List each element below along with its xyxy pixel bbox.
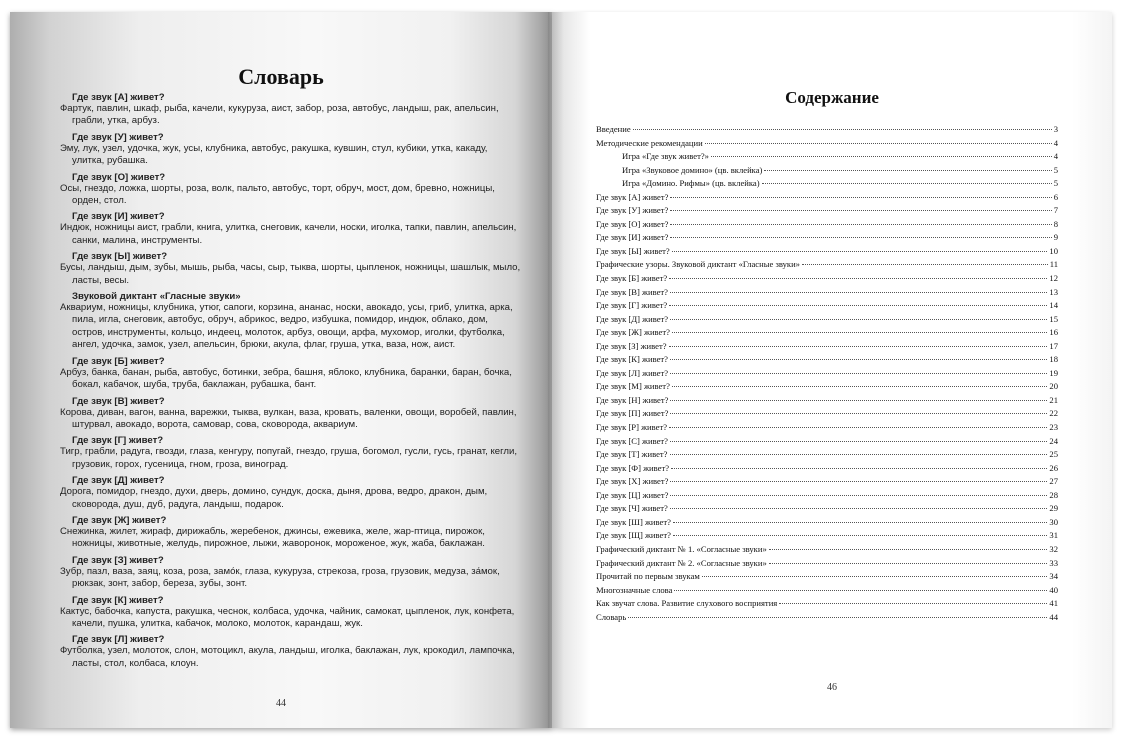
toc-page-number: 5 (1053, 164, 1058, 175)
toc-label: Где звук [Ш] живет? (596, 516, 671, 527)
dictionary-section (60, 555, 522, 591)
toc-page-number: 24 (1049, 435, 1058, 446)
toc-label: Графический диктант № 2. «Согласные звуки» (596, 557, 767, 568)
dictionary-section (60, 251, 522, 287)
toc-page-number: 14 (1049, 300, 1058, 311)
toc-label: Графические узоры. Звуковой диктант «Гласные звуки» (596, 259, 800, 270)
toc-leader-dots (670, 359, 1047, 360)
toc-row (596, 558, 1058, 572)
toc-page-number: 7 (1053, 205, 1058, 216)
toc-leader-dots (633, 129, 1052, 130)
section-heading: Где звук [Ж] живет? (72, 514, 167, 526)
section-words: Эму, лук, узел, удочка, жук, усы, клубника, автобус, ракушка, кувшин, стул, кубики, утка, какаду, улитка, рубашка. (60, 142, 488, 167)
toc-leader-dots (671, 468, 1047, 469)
dictionary-list (60, 92, 522, 674)
toc-row (596, 151, 1058, 165)
toc-row (596, 314, 1058, 328)
toc-page-number: 15 (1049, 313, 1058, 324)
toc-page-number: 4 (1053, 151, 1058, 162)
toc-page-number: 30 (1049, 516, 1058, 527)
toc-label: Игра «Домино. Рифмы» (цв. вклейка) (622, 178, 760, 189)
dictionary-section (60, 172, 522, 208)
toc-page-number: 31 (1049, 530, 1058, 541)
section-words: Кактус, бабочка, капуста, ракушка, чеснок, колбаса, удочка, чайник, самокат, цыпленок, лук, конфета, качели, пушка, улитка, кабачок, молоко, молоток, карандаш, жук. (60, 605, 515, 629)
toc-page-number: 40 (1049, 584, 1058, 595)
toc-row (596, 232, 1058, 246)
toc-leader-dots (702, 576, 1048, 577)
dictionary-section (60, 435, 522, 471)
toc-row (596, 585, 1058, 599)
toc-label: Где звук [Б] живет? (596, 273, 668, 284)
page-number: 46 (827, 682, 837, 693)
section-words: Бусы, ландыш, дым, зубы, мышь, рыба, часы, сыр, тыква, шорты, цыпленок, ножницы, шашлык, мыло, ласты, весы. (60, 262, 521, 286)
toc-row (596, 165, 1058, 179)
toc-label: Где звук [Р] живет? (596, 422, 668, 433)
toc-page-number: 26 (1049, 462, 1058, 473)
toc-page-number: 28 (1049, 489, 1058, 500)
dictionary-section (60, 211, 522, 247)
toc-row (596, 192, 1058, 206)
toc-leader-dots (673, 522, 1048, 523)
section-words: Осы, гнездо, ложка, шорты, роза, волк, пальто, автобус, торт, обруч, мост, дом, бревно, ножницы, орден, стол. (60, 182, 495, 207)
toc-page-number: 6 (1053, 191, 1058, 202)
toc-row (596, 138, 1058, 152)
section-heading: Где звук [И] живет? (72, 211, 165, 223)
toc-leader-dots (672, 332, 1047, 333)
toc-label: Где звук [Ж] живет? (596, 327, 670, 338)
toc-row (596, 449, 1058, 463)
contents-title: Содержание (785, 88, 879, 107)
toc-label: Где звук [Ц] живет? (596, 489, 669, 500)
section-words: Зубр, пазл, ваза, заяц, коза, роза, замо́к, глаза, кукуруза, стрекоза, гроза, грузовик, медуза, за́мок, рюкзак, зонт, забор, береза, зубы, зонт. (60, 565, 500, 590)
toc-page-number: 12 (1049, 273, 1058, 284)
toc-leader-dots (762, 183, 1052, 184)
toc-label: Многозначные слова (596, 584, 673, 595)
dictionary-section (60, 475, 522, 511)
toc-leader-dots (670, 197, 1051, 198)
toc-row (596, 178, 1058, 192)
toc-page-number: 20 (1049, 381, 1058, 392)
toc-row (596, 259, 1058, 273)
section-words: Фартук, павлин, шкаф, рыба, качели, кукуруза, аист, забор, роза, автобус, ландыш, рак, апельсин, грабли, утка, арбуз. (60, 103, 499, 127)
toc-leader-dots (669, 278, 1047, 279)
section-heading: Где звук [У] живет? (72, 131, 164, 143)
toc-label: Где звук [П] живет? (596, 408, 669, 419)
toc-row (596, 354, 1058, 368)
toc-page-number: 19 (1049, 367, 1058, 378)
toc-leader-dots (670, 224, 1051, 225)
dictionary-section (60, 92, 522, 128)
toc-label: Где звук [У] живет? (596, 205, 669, 216)
toc-page-number: 9 (1053, 232, 1058, 243)
toc-label: Где звук [З] живет? (596, 340, 667, 351)
toc-leader-dots (802, 264, 1048, 265)
section-heading: Где звук [А] живет? (72, 92, 165, 103)
toc-leader-dots (670, 292, 1047, 293)
toc-label: Где звук [Л] живет? (596, 367, 669, 378)
toc-row (596, 612, 1058, 626)
toc-row (596, 476, 1058, 490)
toc-label: Игра «Где звук живет?» (622, 151, 709, 162)
toc-row (596, 436, 1058, 450)
toc-page-number: 11 (1049, 259, 1058, 270)
toc-row (596, 205, 1058, 219)
toc-label: Где звук [Ы] живет? (596, 245, 670, 256)
toc-leader-dots (779, 603, 1047, 604)
section-heading: Где звук [В] живет? (72, 395, 165, 407)
dictionary-section (60, 515, 522, 551)
toc-row (596, 368, 1058, 382)
toc-leader-dots (672, 386, 1048, 387)
toc-label: Где звук [Г] живет? (596, 300, 668, 311)
toc-page-number: 16 (1049, 327, 1058, 338)
toc-label: Где звук [В] живет? (596, 286, 668, 297)
dictionary-section (60, 634, 522, 670)
toc-page-number: 21 (1049, 394, 1058, 405)
toc-label: Где звук [Д] живет? (596, 313, 669, 324)
toc-row (596, 490, 1058, 504)
left-page (10, 12, 552, 728)
toc-row (596, 571, 1058, 585)
section-words: Футболка, узел, молоток, слон, мотоцикл, акула, ландыш, иголка, баклажан, лук, крокодил, лампочка, ласты, стол, колбаса, клоун. (60, 645, 515, 669)
section-words: Корова, диван, вагон, ванна, варежки, тыква, вулкан, ваза, кровать, валенки, овощи, воробей, павлин, штурвал, авокадо, ворота, самовар, сова, сковорода, аквариум. (60, 406, 517, 430)
section-heading: Где звук [З] живет? (72, 554, 164, 566)
toc-leader-dots (711, 156, 1052, 157)
toc-label: Где звук [М] живет? (596, 381, 670, 392)
toc-page-number: 25 (1049, 449, 1058, 460)
toc-leader-dots (628, 617, 1047, 618)
section-heading: Где звук [Д] живет? (72, 475, 165, 487)
toc-leader-dots (673, 535, 1048, 536)
toc-page-number: 13 (1049, 286, 1058, 297)
dictionary-section (60, 132, 522, 168)
toc-page-number: 32 (1049, 543, 1058, 554)
toc-leader-dots (674, 590, 1047, 591)
toc-page-number: 29 (1049, 503, 1058, 514)
toc-row (596, 395, 1058, 409)
toc-leader-dots (670, 210, 1051, 211)
toc-page-number: 4 (1053, 137, 1058, 148)
toc-page-number: 34 (1049, 571, 1058, 582)
toc-label: Где звук [Ч] живет? (596, 503, 668, 514)
toc-label: Игра «Звуковое домино» (цв. вклейка) (622, 164, 763, 175)
toc-label: Где звук [Н] живет? (596, 394, 669, 405)
toc-row (596, 544, 1058, 558)
toc-page-number: 27 (1049, 476, 1058, 487)
toc-row (596, 530, 1058, 544)
toc-leader-dots (670, 319, 1047, 320)
toc-leader-dots (670, 454, 1048, 455)
toc-page-number: 33 (1049, 557, 1058, 568)
toc-leader-dots (669, 305, 1047, 306)
toc-page-number: 5 (1053, 178, 1058, 189)
section-heading: Где звук [Г] живет? (72, 435, 164, 447)
toc-leader-dots (670, 508, 1048, 509)
toc-label: Графический диктант № 1. «Согласные звуки» (596, 543, 767, 554)
toc-label: Методические рекомендации (596, 137, 703, 148)
toc-leader-dots (705, 143, 1052, 144)
toc-label: Введение (596, 124, 631, 134)
toc-label: Где звук [С] живет? (596, 435, 668, 446)
section-heading: Где звук [Ы] живет? (72, 251, 168, 263)
dictionary-section (60, 595, 522, 631)
toc-page-number: 41 (1049, 598, 1058, 609)
toc-leader-dots (670, 413, 1047, 414)
toc-row (596, 422, 1058, 436)
toc-leader-dots (670, 237, 1051, 238)
section-words: Индюк, ножницы аист, грабли, книга, улитка, снеговик, качели, носки, иголка, тапки, павлин, апельсин, санки, малина, инструменты. (60, 222, 517, 246)
section-words: Снежинка, жилет, жираф, дирижабль, жеребенок, джинсы, ежевика, желе, жар-птица, пирожок, ножницы, животные, желудь, пирожное, лыжи, жаворонок, мороженое, жук, жаба, баклажан. (60, 525, 485, 550)
toc-row (596, 381, 1058, 395)
toc-label: Как звучат слова. Развитие слухового восприятия (596, 598, 778, 609)
dictionary-section (60, 396, 522, 432)
dictionary-section (60, 356, 522, 392)
toc-leader-dots (670, 441, 1047, 442)
right-page (552, 12, 1112, 728)
section-words: Аквариум, ножницы, клубника, утюг, сапоги, корзина, ананас, носки, авокадо, усы, гриб, улитка, арка, пила, игла, снеговик, автобус, обруч, абрикос, ведро, избушка, помидор, индюк, облако, дом, остров, инструменты, кольцо, индеец, молоток, арбуз, овощи, арфа, мухомор, иголки, футболка, ангел, удочка, замок, узел, апельсин, брюки, акула, флаг, груша, утка, ваза, нож, аист. (60, 302, 513, 351)
toc-row (596, 219, 1058, 233)
page-title: Словарь (238, 64, 324, 89)
toc-row (596, 300, 1058, 314)
toc-page-number: 44 (1049, 611, 1058, 622)
toc-row (596, 273, 1058, 287)
toc-label: Где звук [О] живет? (596, 218, 669, 229)
toc-row (596, 463, 1058, 477)
toc-row (596, 246, 1058, 260)
toc-row (596, 341, 1058, 355)
toc-leader-dots (769, 563, 1048, 564)
toc-leader-dots (670, 481, 1047, 482)
toc-label: Где звук [Х] живет? (596, 476, 669, 487)
toc-label: Где звук [К] живет? (596, 354, 668, 365)
toc-row (596, 503, 1058, 517)
toc-leader-dots (669, 427, 1047, 428)
toc-page-number: 23 (1049, 422, 1058, 433)
page-number: 44 (276, 698, 286, 709)
toc-leader-dots (670, 495, 1047, 496)
toc-label: Где звук [Ф] живет? (596, 462, 670, 473)
section-heading: Где звук [К] живет? (72, 594, 164, 606)
toc-label: Словарь (596, 611, 627, 622)
toc-row (596, 327, 1058, 341)
section-heading: Звуковой диктант «Гласные звуки» (72, 291, 241, 303)
toc-page-number: 10 (1049, 245, 1058, 256)
toc-label: Где звук [А] живет? (596, 191, 669, 202)
toc-page-number: 17 (1049, 340, 1058, 351)
toc-page-number: 18 (1049, 354, 1058, 365)
section-heading: Где звук [Б] живет? (72, 355, 165, 367)
toc-page-number: 8 (1053, 218, 1058, 229)
section-words: Арбуз, банка, банан, рыба, автобус, ботинки, зебра, башня, яблоко, клубника, баранки, баран, бочка, бокал, кабачок, шуба, труба, баклажан, рубашка, бант. (60, 366, 512, 391)
section-heading: Где звук [Л] живет? (72, 634, 165, 646)
toc-row (596, 287, 1058, 301)
toc-label: Где звук [И] живет? (596, 232, 669, 243)
toc-row (596, 598, 1058, 612)
toc-row (596, 408, 1058, 422)
toc-leader-dots (672, 251, 1048, 252)
toc-label: Где звук [Т] живет? (596, 449, 668, 460)
toc-leader-dots (669, 346, 1048, 347)
dictionary-section (60, 291, 522, 352)
toc-row (596, 517, 1058, 531)
toc-page-number: 22 (1049, 408, 1058, 419)
section-heading: Где звук [О] живет? (72, 171, 166, 183)
toc-leader-dots (764, 170, 1051, 171)
section-words: Тигр, грабли, радуга, гвозди, глаза, кенгуру, попугай, гнездо, груша, богомол, гусли, гусь, гранат, кегли, грузовик, горох, гусеница, гном, гроза, виноград. (60, 446, 517, 470)
section-words: Дорога, помидор, гнездо, духи, дверь, домино, сундук, доска, дыня, дрова, ведро, дракон, дым, сковорода, душ, дуб, радуга, ландыш, подарок. (60, 486, 488, 510)
toc-leader-dots (670, 373, 1047, 374)
toc-page-number: 3 (1053, 124, 1058, 134)
toc-leader-dots (670, 400, 1047, 401)
table-of-contents (596, 124, 1058, 625)
toc-row (596, 124, 1058, 138)
toc-label: Прочитай по первым звукам (596, 571, 700, 582)
toc-label: Где звук [Щ] живет? (596, 530, 671, 541)
toc-leader-dots (769, 549, 1048, 550)
